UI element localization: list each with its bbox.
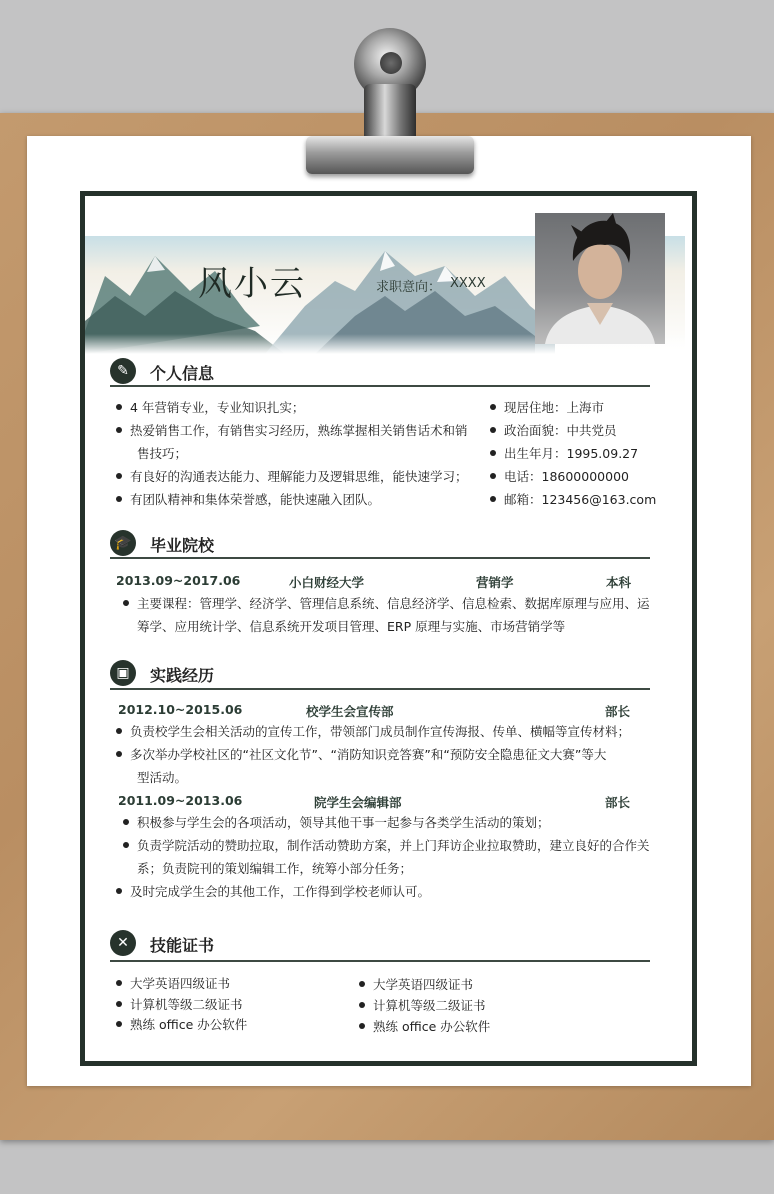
section-title-skills: 技能证书: [150, 936, 215, 955]
job-duty: 积极参与学生会的各项活动，领导其他干事一起参与各类学生活动的策划；: [137, 811, 550, 834]
education-courses-continued: 筹学、应用统计学、信息系统开发项目管理、ERP 原理与实施、市场营销学等: [137, 619, 566, 634]
section-divider: [110, 557, 650, 559]
education-school: 小白财经大学: [289, 575, 365, 590]
education-degree: 本科: [606, 575, 632, 590]
job-period: 2012.10~2015.06: [118, 702, 243, 717]
personal-item: 有团队精神和集体荣誉感，能快速融入团队。: [130, 488, 380, 511]
profile-photo: [535, 213, 665, 344]
job-role: 部长: [605, 704, 631, 719]
birth-date-field: 出生年月：1995.09.27: [504, 442, 638, 465]
section-divider: [110, 688, 650, 690]
email-field: 邮箱：123456@163.com: [504, 488, 656, 511]
personal-item: 有良好的沟通表达能力、理解能力及逻辑思维，能快速学习；: [130, 465, 468, 488]
job-intention-label: 求职意向：: [376, 280, 442, 295]
section-title-personal: 个人信息: [150, 364, 215, 383]
candidate-name: 风小云: [198, 264, 306, 304]
edit-icon: ✎: [110, 358, 136, 384]
skill-item: 大学英语四级证书: [373, 973, 473, 996]
job-organization: 院学生会编辑部: [314, 795, 402, 810]
personal-item-continued: 售技巧；: [137, 446, 188, 461]
briefcase-icon: ▣: [110, 660, 136, 686]
job-duty: 多次举办学校社区的“社区文化节”、“消防知识竞答赛”和“预防安全隐患征文大赛”等大: [130, 743, 606, 766]
section-divider: [110, 960, 650, 962]
personal-item: 热爱销售工作，有销售实习经历，熟练掌握相关销售话术和销: [130, 419, 468, 442]
job-role: 部长: [605, 795, 631, 810]
address-field: 现居住地：上海市: [504, 396, 604, 419]
job-duty-continued: 系；负责院刊的策划编辑工作，统筹小部分任务；: [137, 861, 413, 876]
personal-item: 4 年营销专业，专业知识扎实；: [130, 396, 304, 419]
political-status-field: 政治面貌：中共党员: [504, 419, 617, 442]
skill-item: 大学英语四级证书: [130, 972, 230, 995]
job-duty: 负责学院活动的赞助拉取，制作活动赞助方案，并上门拜访企业拉取赞助，建立良好的合作关: [137, 834, 650, 857]
skill-item: 熟练 office 办公软件: [130, 1013, 247, 1036]
clip-base: [306, 136, 474, 174]
section-divider: [110, 385, 650, 387]
skill-item: 熟练 office 办公软件: [373, 1015, 490, 1038]
education-courses: 主要课程：管理学、经济学、管理信息系统、信息经济学、信息检索、数据库原理与应用、运: [137, 592, 650, 615]
job-duty-continued: 型活动。: [137, 770, 188, 785]
phone-field: 电话：18600000000: [504, 465, 629, 488]
section-title-education: 毕业院校: [150, 536, 215, 555]
tools-icon: ✕: [110, 930, 136, 956]
skill-item: 计算机等级二级证书: [130, 993, 243, 1016]
job-period: 2011.09~2013.06: [118, 793, 243, 808]
graduation-cap-icon: 🎓: [110, 530, 136, 556]
job-duty: 负责校学生会相关活动的宣传工作，带领部门成员制作宣传海报、传单、横幅等宣传材料；: [130, 720, 630, 743]
education-major: 营销学: [476, 575, 514, 590]
job-intention-value: XXXX: [450, 276, 486, 291]
job-organization: 校学生会宣传部: [306, 704, 394, 719]
education-period: 2013.09~2017.06: [116, 573, 241, 588]
skill-item: 计算机等级二级证书: [373, 994, 486, 1017]
person-photo-icon: [535, 213, 665, 344]
job-duty: 及时完成学生会的其他工作，工作得到学校老师认可。: [130, 880, 430, 903]
section-title-experience: 实践经历: [150, 666, 215, 685]
